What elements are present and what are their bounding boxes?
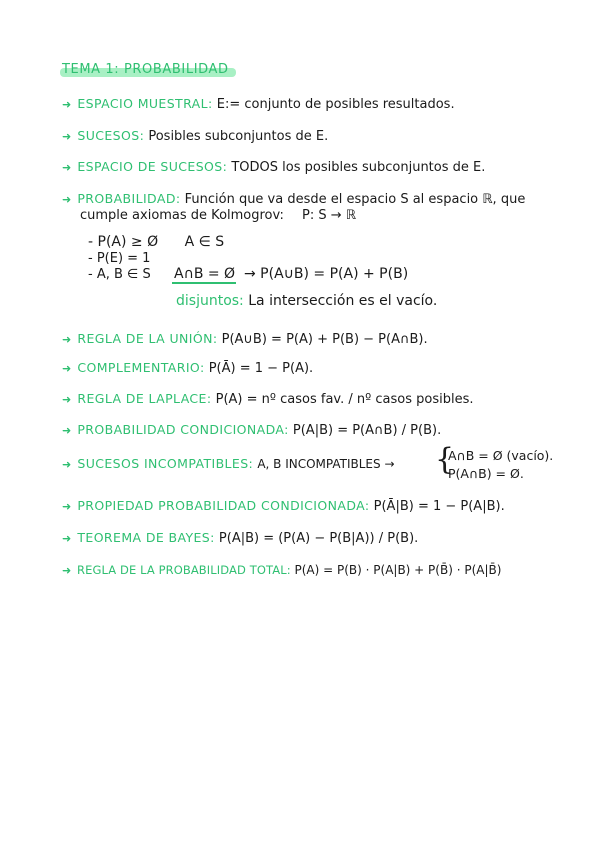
axiom-condition: A∩B = Ø [174, 266, 236, 282]
item-text: P(A∪B) = P(A) + P(B) − P(A∩B). [221, 332, 428, 347]
axiom-text: - A, B ∈ S [88, 267, 151, 282]
item-label: SUCESOS INCOMPATIBLES: [77, 456, 254, 471]
right-arrow-icon: ➜ [62, 458, 72, 471]
item-label: REGLA DE LA PROBABILIDAD TOTAL: [77, 563, 291, 577]
right-arrow-icon: ➜ [62, 532, 72, 545]
item-label: PROBABILIDAD: [77, 191, 181, 206]
item-text: A, B INCOMPATIBLES → [257, 457, 395, 471]
item-incompatibles [62, 455, 395, 474]
item-text: Función que va desde el espacio S al espacio ℝ, que [184, 192, 526, 207]
item-probabilidad-total [62, 561, 501, 580]
axiom-condition: A ∈ S [184, 234, 225, 250]
disjuntos-label: disjuntos: [176, 293, 244, 309]
axiom-text: - P(E) = 1 [88, 251, 151, 266]
item-text: E:= conjunto de posibles resultados. [216, 97, 455, 112]
item-espacio-sucesos [62, 158, 485, 177]
axiom-3-result [244, 265, 408, 283]
right-arrow-icon: ➜ [62, 193, 72, 206]
item-label: SUCESOS: [77, 128, 145, 143]
item-label: PROBABILIDAD CONDICIONADA: [77, 422, 289, 437]
axiom-text: - P(A) ≥ Ø [88, 234, 159, 250]
item-label: PROPIEDAD PROBABILIDAD CONDICIONADA: [77, 498, 370, 513]
axiom-3 [88, 266, 151, 284]
right-arrow-icon: ➜ [62, 130, 72, 143]
right-arrow-icon: ➜ [62, 98, 72, 111]
item-espacio-muestral [62, 95, 455, 114]
item-label: TEOREMA DE BAYES: [77, 530, 215, 545]
right-arrow-icon: ➜ [62, 424, 72, 437]
item-text: cumple axiomas de Kolmogrov: [80, 208, 284, 223]
item-bayes [62, 529, 418, 548]
item-complementario [62, 359, 313, 378]
condition-text: A∩B = Ø (vacío). [448, 448, 554, 463]
axiom-result: → P(A∪B) = P(A) + P(B) [244, 266, 409, 282]
right-arrow-icon: ➜ [62, 393, 72, 406]
right-arrow-icon: ➜ [62, 362, 72, 375]
disjuntos-text: La intersección es el vacío. [248, 293, 438, 309]
item-text: P(A|B) = P(A∩B) / P(B). [292, 423, 442, 438]
right-arrow-icon: ➜ [62, 500, 72, 513]
right-arrow-icon: ➜ [62, 161, 72, 174]
item-label: REGLA DE LA UNIÓN: [77, 331, 218, 346]
brace-icon: { [435, 442, 455, 477]
condition-text: P(A∩B) = Ø. [448, 466, 524, 481]
item-label: COMPLEMENTARIO: [77, 360, 205, 375]
item-label: ESPACIO MUESTRAL: [77, 96, 213, 111]
item-laplace [62, 390, 474, 409]
item-text: P(Ā) = 1 − P(A). [208, 361, 314, 376]
right-arrow-icon: ➜ [62, 333, 72, 346]
item-text: TODOS los posibles subconjuntos de E. [231, 160, 486, 175]
item-condicionada [62, 421, 441, 440]
item-text: P(A) = nº casos fav. / nº casos posibles. [215, 392, 474, 407]
incompatibles-cond-1 [448, 447, 553, 465]
condition-underline [172, 266, 236, 284]
item-label: ESPACIO DE SUCESOS: [77, 159, 228, 174]
item-regla-union [62, 330, 428, 349]
item-text: Posibles subconjuntos de E. [148, 129, 329, 144]
item-text: P(A) = P(B) · P(A|B) + P(B̄) · P(A|B̄) [294, 563, 502, 577]
map-text: P: S → ℝ [302, 208, 357, 223]
disjuntos-note [176, 292, 437, 310]
item-sucesos [62, 127, 328, 146]
item-label: REGLA DE LAPLACE: [77, 391, 212, 406]
item-text: P(Ā|B) = 1 − P(A|B). [373, 499, 505, 514]
item-text: P(A|B) = (P(A) − P(B|A)) / P(B). [218, 531, 419, 546]
item-propiedad [62, 497, 505, 516]
page-title: TEMA 1: PROBABILIDAD [62, 62, 229, 77]
probabilidad-line-2 [80, 207, 356, 225]
right-arrow-icon: ➜ [62, 564, 72, 577]
axiom-1 [88, 233, 224, 251]
incompatibles-cond-2 [448, 465, 524, 483]
